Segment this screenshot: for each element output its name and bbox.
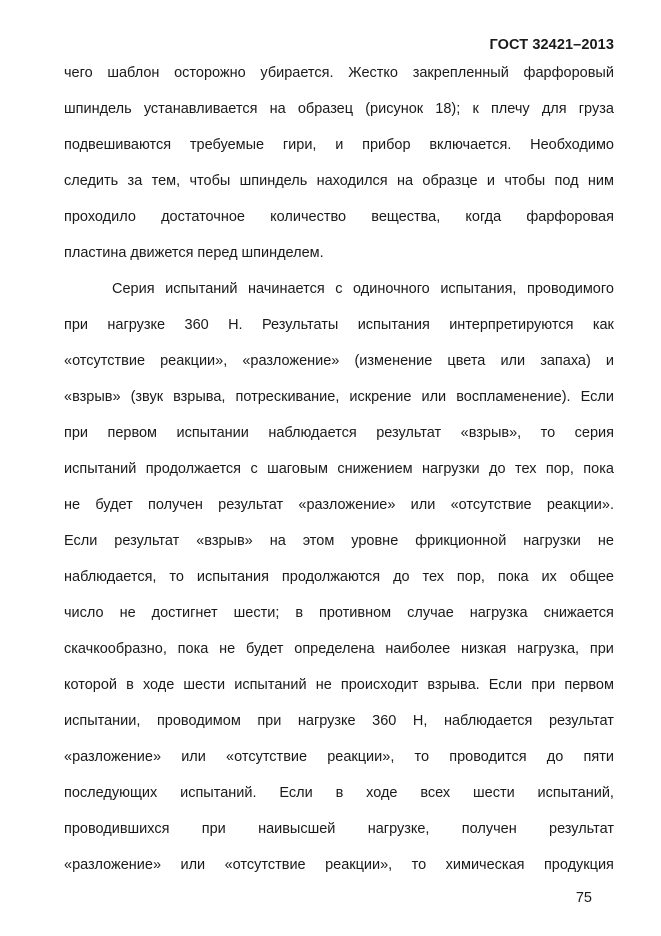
word: перед (197, 245, 238, 261)
text-line (64, 559, 614, 595)
word: пока (177, 641, 209, 657)
text-line (64, 703, 614, 739)
word: этом (302, 533, 335, 549)
word: испытания (196, 569, 269, 585)
word: результат (218, 497, 284, 513)
word: результат (548, 713, 614, 729)
word: за (127, 173, 143, 189)
text-line (64, 451, 614, 487)
word: Если (279, 785, 313, 801)
word: «отсутствие (450, 497, 532, 513)
word: то (411, 857, 427, 873)
word: или (180, 857, 206, 873)
word: прибор (362, 137, 411, 153)
word: результат (114, 533, 180, 549)
word: при (257, 713, 282, 729)
word: или (421, 389, 447, 405)
word: на (396, 173, 414, 189)
word: число (64, 605, 104, 621)
word: Результаты (261, 317, 339, 333)
word: до (546, 749, 564, 765)
word: образце (422, 173, 478, 189)
word: не (119, 605, 136, 621)
word: тех (514, 461, 537, 477)
word: получен (148, 497, 203, 513)
word: на (269, 101, 286, 117)
word: то (540, 425, 556, 441)
text-line (64, 199, 614, 235)
word: гири, (282, 137, 317, 153)
word: интерпретируются (449, 317, 574, 333)
word: нагрузки (523, 533, 581, 549)
word: будет (95, 497, 133, 513)
word: то (169, 569, 184, 585)
word: для (541, 101, 567, 117)
word: проводится (449, 749, 527, 765)
word: вещества, (371, 209, 441, 225)
word: «разложение» (242, 353, 340, 369)
word: пока (497, 569, 529, 585)
word: испытаний (64, 461, 137, 477)
word: то (414, 749, 430, 765)
word: в (126, 677, 134, 693)
word: «разложение» (64, 749, 162, 765)
word: испытании, (64, 713, 141, 729)
word: устанавливается (143, 101, 258, 117)
word: испытаний, (537, 785, 614, 801)
word: наблюдается (268, 425, 357, 441)
word: образец (297, 101, 354, 117)
word: ходе (142, 677, 175, 693)
word: тех (422, 569, 444, 585)
word: случае (407, 605, 454, 621)
word: реакции». (546, 497, 614, 513)
page-number: 75 (575, 890, 592, 906)
word: запаха) (540, 353, 591, 369)
word: пор, (456, 569, 485, 585)
word: или (181, 749, 206, 765)
text-line (64, 415, 614, 451)
word: и (486, 173, 496, 189)
word: «отсутствие (64, 353, 146, 369)
word: фарфоровая (526, 209, 614, 225)
word: при (64, 317, 89, 333)
text-line (64, 379, 614, 415)
word: их (541, 569, 557, 585)
word: «взрыв» (196, 533, 253, 549)
word: всех (420, 785, 451, 801)
word: шести (183, 677, 226, 693)
text-line (64, 127, 614, 163)
word: взрыва, (173, 389, 226, 405)
word: нагрузки (422, 461, 480, 477)
word: продукция (543, 857, 614, 873)
text-line (64, 847, 614, 883)
word: происходит (340, 677, 419, 693)
word: испытаний. (180, 785, 257, 801)
word: проводимого (527, 281, 614, 297)
word: фарфоровый (523, 65, 614, 81)
word: проводимом (156, 713, 241, 729)
text-line (64, 55, 614, 91)
word: определена (294, 641, 375, 657)
word: (изменение (354, 353, 433, 369)
word: чего (64, 65, 93, 81)
word: потрескивание, (235, 389, 340, 405)
word: на (269, 533, 286, 549)
text-line (64, 487, 614, 523)
word: когда (465, 209, 502, 225)
word: снижается (543, 605, 614, 621)
word: Серия (112, 281, 155, 297)
text-line (64, 343, 614, 379)
document-body (64, 55, 614, 883)
word: «взрыв» (64, 389, 121, 405)
word: последующих (64, 785, 158, 801)
word: нагрузка, (517, 641, 580, 657)
word: первом (564, 677, 614, 693)
word: Н, (412, 713, 428, 729)
word: следить (64, 173, 119, 189)
word: включается. (429, 137, 512, 153)
word: шаговым (267, 461, 328, 477)
word: 360 (184, 317, 209, 333)
word: низкая (461, 641, 507, 657)
word: результат (549, 821, 614, 837)
word: скачкообразно, (64, 641, 167, 657)
word: «разложение» (64, 857, 162, 873)
word: пор, (545, 461, 574, 477)
word: пяти (583, 749, 614, 765)
word: подвешиваются (64, 137, 172, 153)
word: «взрыв», (460, 425, 522, 441)
word: испытания (357, 317, 430, 333)
word: взрыва. (427, 677, 480, 693)
word: наблюдается (443, 713, 533, 729)
word: наиболее (385, 641, 451, 657)
word: Если (580, 389, 614, 405)
word: общее (569, 569, 614, 585)
word: не (315, 677, 332, 693)
word: закрепленный (412, 65, 509, 81)
word: осторожно (174, 65, 246, 81)
word: противном (318, 605, 392, 621)
word: достигнет (151, 605, 218, 621)
word: продолжается (145, 461, 242, 477)
word: при (201, 821, 226, 837)
word: (рисунок (365, 101, 424, 117)
word: первом (107, 425, 158, 441)
word: реакции», (325, 857, 393, 873)
word: химическая (445, 857, 525, 873)
word: получен (461, 821, 517, 837)
word: достаточное (161, 209, 245, 225)
word: ним (587, 173, 614, 189)
word: серия (574, 425, 614, 441)
word: продолжаются (281, 569, 381, 585)
word: нагрузке (297, 713, 356, 729)
word: и (335, 137, 344, 153)
word: не (64, 497, 81, 513)
word: нагрузке, (367, 821, 430, 837)
word: Необходимо (530, 137, 614, 153)
word: проводившихся (64, 821, 170, 837)
word: начинается (248, 281, 325, 297)
word: при (64, 425, 89, 441)
word: цвета (447, 353, 486, 369)
word: при (589, 641, 614, 657)
word: «отсутствие (226, 749, 308, 765)
word: 360 (372, 713, 397, 729)
word: нагрузка (469, 605, 528, 621)
word: до (489, 461, 506, 477)
text-line (64, 775, 614, 811)
text-line (64, 91, 614, 127)
word: шпиндель (64, 101, 132, 117)
word: до (393, 569, 410, 585)
word: ходе (366, 785, 398, 801)
word: реакции», (327, 749, 395, 765)
text-line (64, 235, 614, 271)
word: «разложение» (298, 497, 396, 513)
text-line (64, 595, 614, 631)
word: одиночного (353, 281, 430, 297)
word: чтобы (504, 173, 546, 189)
word: проходило (64, 209, 136, 225)
word: Жестко (348, 65, 398, 81)
word: как (592, 317, 614, 333)
word: шести; (233, 605, 280, 621)
word: 18); (435, 101, 461, 117)
word: уровне (351, 533, 399, 549)
word: шаблон (107, 65, 160, 81)
word: испытаний (234, 677, 307, 693)
word: груза (578, 101, 614, 117)
word: наблюдается, (64, 569, 157, 585)
word: испытания, (440, 281, 517, 297)
text-line (64, 271, 614, 307)
word: и (605, 353, 614, 369)
word: снижением (337, 461, 413, 477)
text-line (64, 163, 614, 199)
word: (звук (130, 389, 164, 405)
word: убирается. (260, 65, 334, 81)
word: шпиндель (239, 173, 308, 189)
word: требуемые (189, 137, 265, 153)
word: чтобы (189, 173, 231, 189)
text-line (64, 667, 614, 703)
word: или (410, 497, 436, 513)
word: под (554, 173, 579, 189)
word: фрикционной (415, 533, 507, 549)
text-line (64, 739, 614, 775)
document-standard-code: ГОСТ 32421–2013 (489, 37, 614, 53)
word: количество (270, 209, 347, 225)
text-line (64, 811, 614, 847)
word: тем, (151, 173, 181, 189)
word: пока (583, 461, 614, 477)
word: наивысшей (258, 821, 336, 837)
word: «отсутствие (224, 857, 306, 873)
word: реакции», (160, 353, 228, 369)
word: нагрузке (107, 317, 166, 333)
word: в (335, 785, 344, 801)
word: не (219, 641, 236, 657)
word: Если (488, 677, 523, 693)
word: воспламенение). (456, 389, 571, 405)
word: искрение (349, 389, 412, 405)
word: к (472, 101, 479, 117)
word: плечу (490, 101, 530, 117)
word: пластина (64, 245, 127, 261)
word: испытаний (165, 281, 238, 297)
word: шпинделем. (241, 245, 324, 261)
text-line (64, 523, 614, 559)
word: будет (246, 641, 284, 657)
word: Если (64, 533, 98, 549)
word: шести (473, 785, 515, 801)
text-line (64, 307, 614, 343)
word: движется (130, 245, 194, 261)
word: находился (316, 173, 388, 189)
word: Н. (228, 317, 243, 333)
word: результат (376, 425, 442, 441)
word: в (295, 605, 304, 621)
word: не (597, 533, 614, 549)
word: испытании (176, 425, 249, 441)
word: с (250, 461, 258, 477)
word: или (500, 353, 526, 369)
text-line (64, 631, 614, 667)
word: при (531, 677, 556, 693)
word: которой (64, 677, 118, 693)
word: с (335, 281, 343, 297)
